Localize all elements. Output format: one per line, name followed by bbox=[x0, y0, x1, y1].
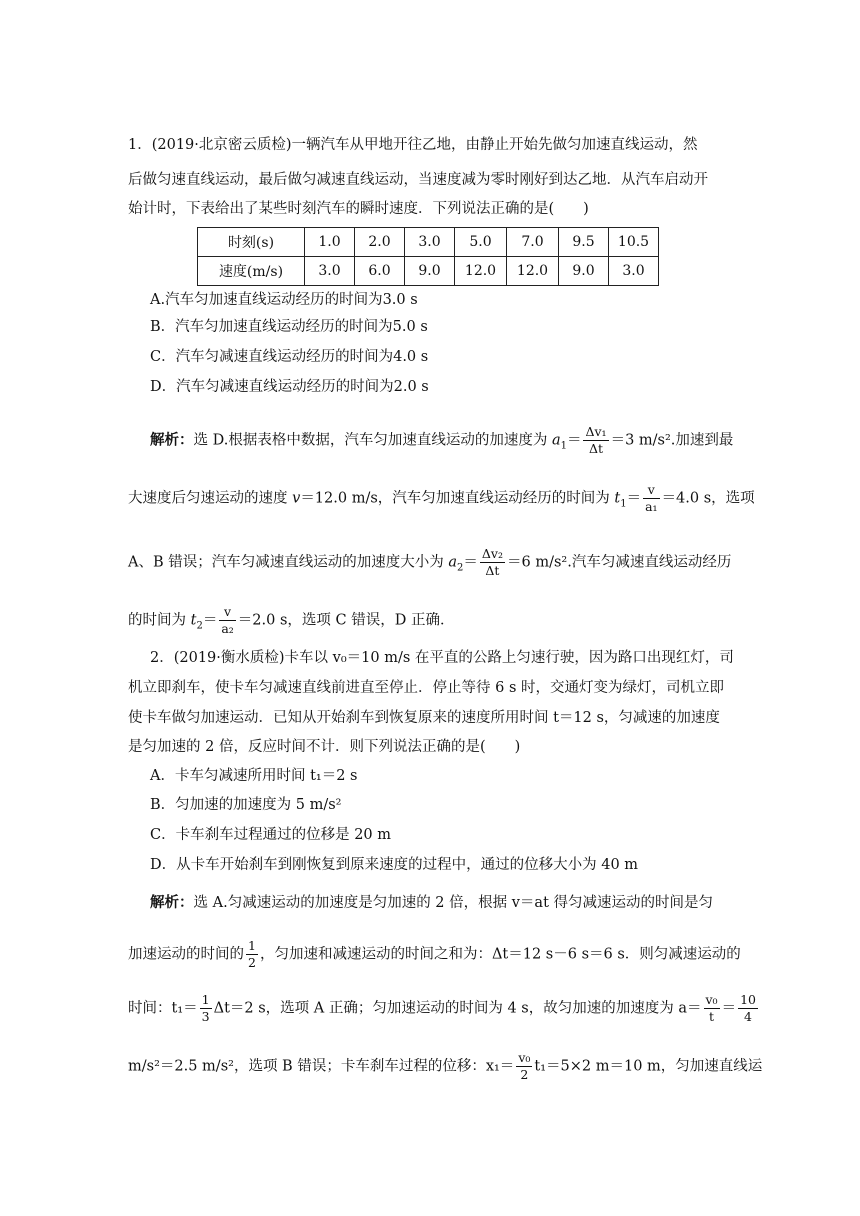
q1-solution-line1: 解析：选 D.根据表格中数据，汽车匀加速直线运动的加速度为 $a_1=$ $\frac{\text{Δv₁}}{\Delta t}$ ＝3 m/s².加速到最 bbox=[150, 424, 734, 456]
fraction-numerator: 1 bbox=[248, 938, 256, 953]
symbol-a: a bbox=[448, 554, 457, 571]
table-cell: 9.0 bbox=[405, 257, 455, 286]
solution-label: 解析： bbox=[150, 894, 194, 911]
solution-text: 选 D.根据表格中数据，汽车匀加速直线运动的加速度为 bbox=[193, 432, 552, 449]
table-cell: 3.0 bbox=[305, 257, 355, 286]
fraction-numerator: Δv₂ bbox=[481, 546, 503, 561]
table-row bbox=[198, 257, 659, 286]
q2-solution-line1 bbox=[150, 893, 762, 913]
fraction bbox=[480, 546, 505, 579]
q2-stem-line1: 2．(2019·衡水质检)卡车以 v₀＝10 m/s 在平直的公路上匀速行驶，因为路口出现红灯，司 bbox=[150, 650, 734, 666]
q1-stem-line1: 1．(2019·北京密云质检)一辆汽车从甲地开往乙地，由静止开始先做匀加速直线运动，然 bbox=[128, 137, 698, 153]
table-cell: 3.0 bbox=[405, 228, 455, 257]
fraction-denominator: 3 bbox=[201, 1009, 210, 1024]
table-cell: 12.0 bbox=[455, 257, 507, 286]
solution-text: A、B 错误；汽车匀减速直线运动的加速度大小为 bbox=[128, 554, 449, 571]
q1-data-table bbox=[197, 227, 659, 286]
q2-solution-line4 bbox=[128, 1050, 763, 1083]
solution-text: ＝6 m/s².汽车匀减速直线运动经历 bbox=[506, 554, 732, 571]
symbol-t: t bbox=[614, 490, 621, 507]
fraction bbox=[246, 938, 258, 971]
solution-text: Δt＝2 s，选项 A 正确；匀加速运动的时间为 4 s，故匀加速的加速度为 a＝ bbox=[213, 1000, 702, 1017]
table-cell: 5.0 bbox=[455, 228, 507, 257]
fraction-denominator: 2 bbox=[248, 955, 256, 970]
fraction-numerator: 10 bbox=[740, 992, 756, 1007]
fraction-denominator: a₁ bbox=[645, 499, 658, 514]
q1-solution-line3: A、B 错误；汽车匀减速直线运动的加速度大小为 $a_2=$ $\frac{\text{Δv₂}}{\Delta t}$ ＝6 m/s².汽车匀减速直线运动经历 bbox=[128, 546, 732, 578]
solution-text: t₁＝5×2 m＝10 m，匀加速直线运 bbox=[534, 1058, 763, 1075]
fraction-denominator: 2 bbox=[520, 1067, 529, 1082]
q1-option-d: D．汽车匀减速直线运动经历的时间为2.0 s bbox=[150, 379, 429, 395]
equals: ＝ bbox=[721, 1000, 737, 1017]
fraction-numerator: 1 bbox=[201, 992, 210, 1007]
table-cell: 10.5 bbox=[609, 228, 659, 257]
fraction bbox=[219, 604, 235, 637]
fraction-denominator: t bbox=[709, 1009, 715, 1024]
fraction bbox=[516, 1050, 532, 1083]
fraction bbox=[738, 992, 758, 1025]
q2-solution-line2 bbox=[128, 938, 740, 971]
fraction-numerator: v₀ bbox=[518, 1050, 531, 1065]
symbol-t: t bbox=[190, 612, 197, 629]
table-cell: 9.0 bbox=[559, 257, 609, 286]
symbol-v: v bbox=[292, 490, 301, 507]
fraction-denominator: Δt bbox=[485, 563, 500, 578]
q1-stem-line2: 后做匀速直线运动，最后做匀减速直线运动，当速度减为零时刚好到达乙地．从汽车启动开 bbox=[128, 172, 708, 188]
solution-text: ＝2.0 s，选项 C 错误，D 正确． bbox=[237, 612, 455, 629]
fraction-denominator: a₂ bbox=[221, 621, 234, 636]
q2-option-c: C．卡车刹车过程通过的位移是 20 m bbox=[150, 827, 392, 843]
solution-text: ，匀加速和减速运动的时间之和为：Δt＝12 s－6 s＝6 s．则匀减速运动的 bbox=[259, 946, 741, 963]
equals: ＝ bbox=[566, 432, 582, 449]
fraction-numerator: Δv₁ bbox=[585, 424, 607, 439]
solution-text: 加速运动的时间的 bbox=[128, 946, 244, 963]
q1-option-a: A.汽车匀加速直线运动经历的时间为3.0 s bbox=[150, 292, 418, 308]
solution-text: ＝3 m/s².加速到最 bbox=[610, 432, 734, 449]
fraction-denominator: Δt bbox=[588, 441, 604, 456]
q2-stem-line4: 是匀加速的 2 倍，反应时间不计．则下列说法正确的是( ) bbox=[128, 739, 521, 755]
q1-stem-line3: 始计时，下表给出了某些时刻汽车的瞬时速度．下列说法正确的是( ) bbox=[128, 201, 589, 217]
table-cell: 9.5 bbox=[559, 228, 609, 257]
table-cell: 1.0 bbox=[305, 228, 355, 257]
solution-text: ＝4.0 s，选项 bbox=[661, 490, 755, 507]
table-cell: 12.0 bbox=[507, 257, 559, 286]
fraction bbox=[200, 992, 212, 1025]
q1-solution-line4: 的时间为 $t_2=$ $\frac{v}{\text{a₂}}$ ＝2.0 s，选项 C 错误，D 正确． bbox=[128, 604, 455, 636]
q1-option-b: B．汽车匀加速直线运动经历的时间为5.0 s bbox=[150, 319, 428, 335]
table-cell: 3.0 bbox=[609, 257, 659, 286]
solution-text: ＝12.0 m/s，汽车匀加速直线运动经历的时间为 bbox=[300, 490, 615, 507]
solution-text: 的时间为 bbox=[128, 612, 191, 629]
fraction-denominator: 4 bbox=[744, 1009, 752, 1024]
q2-solution-line3 bbox=[128, 992, 756, 1025]
table-cell: 7.0 bbox=[507, 228, 559, 257]
symbol-a: a bbox=[551, 432, 561, 449]
q2-stem-line3: 使卡车做匀加速运动．已知从开始刹车到恢复原来的速度所用时间 t＝12 s，匀减速的加速度 bbox=[128, 710, 720, 726]
table-row bbox=[198, 228, 659, 257]
solution-text: m/s²＝2.5 m/s²，选项 B 错误；卡车刹车过程的位移：x₁＝ bbox=[128, 1058, 515, 1075]
solution-text: 选 A.匀减速运动的加速度是匀加速的 2 倍，根据 v＝at 得匀减速运动的时间是匀 bbox=[193, 895, 714, 911]
fraction bbox=[704, 992, 720, 1025]
solution-text: 大速度后匀速运动的速度 bbox=[128, 490, 293, 507]
fraction bbox=[583, 424, 608, 457]
solution-text: 时间：t₁＝ bbox=[128, 1000, 198, 1017]
q2-option-d: D．从卡车开始刹车到刚恢复到原来速度的过程中，通过的位移大小为 40 m bbox=[150, 857, 639, 873]
table-cell: 速度(m/s) bbox=[198, 257, 305, 286]
table-cell: 时刻(s) bbox=[198, 228, 305, 257]
q2-option-b: B．匀加速的加速度为 5 m/s² bbox=[150, 797, 342, 813]
q2-option-a: A．卡车匀减速所用时间 t₁＝2 s bbox=[150, 768, 358, 784]
table-cell: 6.0 bbox=[355, 257, 405, 286]
fraction-numerator: v bbox=[643, 482, 659, 499]
table-cell: 2.0 bbox=[355, 228, 405, 257]
q2-stem-line2: 机立即刹车，使卡车匀减速直线前进直至停止．停止等待 6 s 时，交通灯变为绿灯，司机立即 bbox=[128, 680, 724, 696]
q1-option-c: C．汽车匀减速直线运动经历的时间为4.0 s bbox=[150, 349, 429, 365]
solution-label: 解析： bbox=[150, 431, 194, 449]
fraction-numerator: v₀ bbox=[705, 992, 718, 1007]
fraction-numerator: v bbox=[219, 604, 235, 621]
q1-solution-line2: 大速度后匀速运动的速度 v＝12.0 m/s，汽车匀加速直线运动经历的时间为 $t_1=$ $\frac{v}{\text{a₁}}$ ＝4.0 s，选项 bbox=[128, 482, 755, 514]
fraction bbox=[643, 482, 659, 515]
